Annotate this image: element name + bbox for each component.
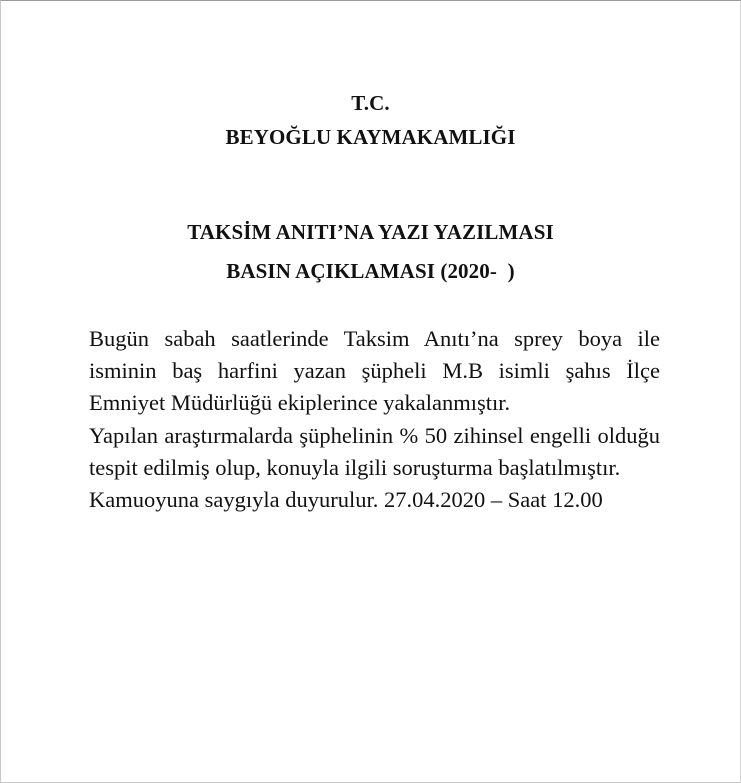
org-name-line: BEYOĞLU KAYMAKAMLIĞI bbox=[225, 125, 516, 149]
document-title: TAKSİM ANITI’NA YAZI YAZILMASI bbox=[187, 220, 554, 244]
paragraph-investigation: Yapılan araştırmalarda şüphelinin % 50 zihinsel engelli olduğu tespit edilmiş olup, konuyla ilgili soruşturma başlatılmıştır. bbox=[89, 422, 660, 480]
paragraph-announcement: Kamuoyuna saygıyla duyurulur. 27.04.2020 – Saat 12.00 bbox=[89, 487, 603, 513]
paragraph-arrest: Bugün sabah saatlerinde Taksim Anıtı’na sprey boya ile isminin baş harfini yazan şüpheli M.B isimli şahıs İlçe Emniyet Müdürlüğü ekiplerince yakalanmıştır. bbox=[89, 326, 660, 416]
org-country-line: T.C. bbox=[351, 91, 390, 115]
press-release-body bbox=[89, 323, 660, 516]
document-subtitle: BASIN AÇIKLAMASI (2020- ) bbox=[226, 259, 515, 283]
